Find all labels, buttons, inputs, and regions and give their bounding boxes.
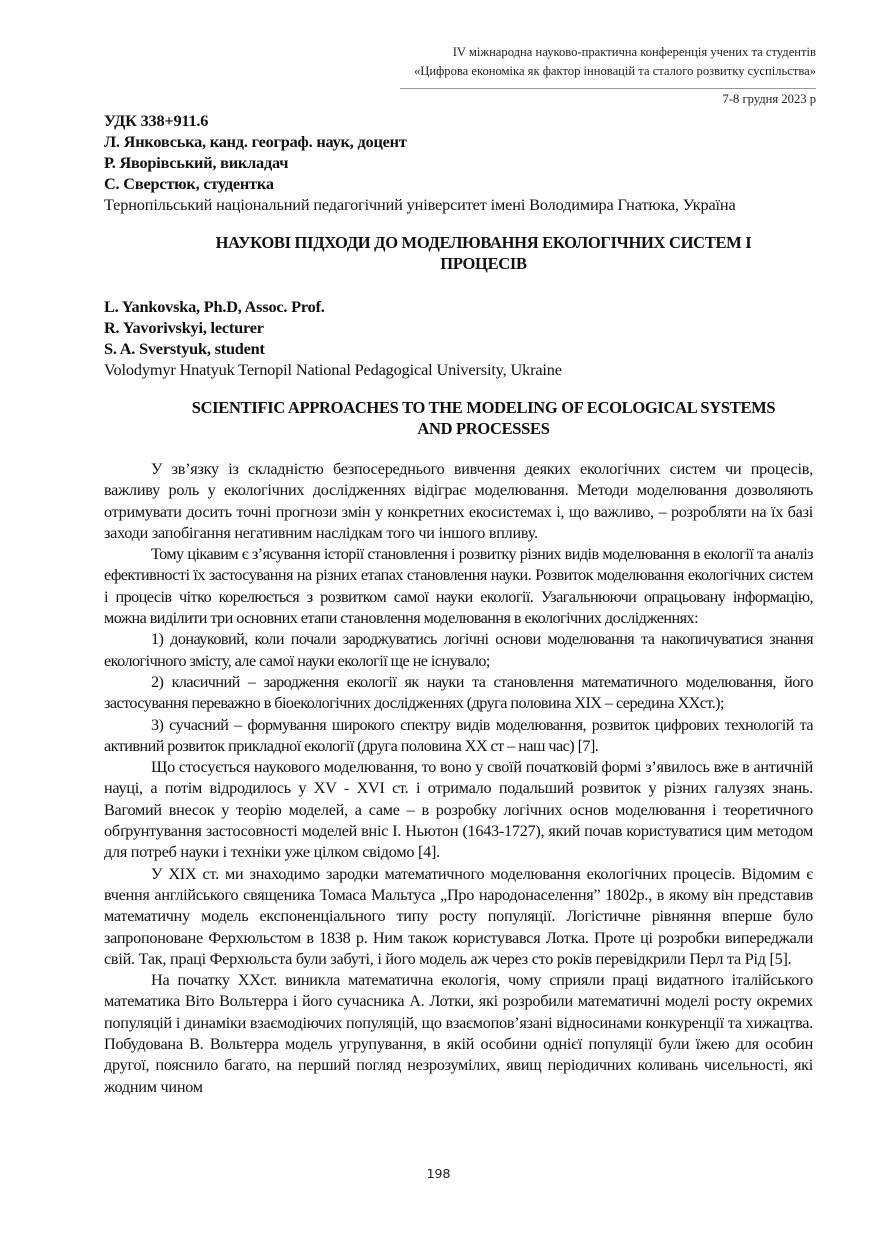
conference-date: 7-8 грудня 2023 р	[722, 92, 816, 106]
author-ua-3: С. Сверстюк, студентка	[104, 174, 274, 193]
paragraph-3: Що стосується наукового моделювання, то воно у своїй початковій формі з’явилось вже в античній науці, а потім відродилось у XV - XVI ст. і отримало подальший розвиток у різних галузях знань. Вагомий внесок у теорію моделей, а саме – в розробку логічних основ моделювання і теоретичного обґрунтування застосовності моделей вніс І. Ньютон (1643-1727), який почав користуватися цим методом для потреб науки і техніки уже цілком свідомо [4].	[104, 758, 813, 862]
title-ua-line2: ПРОЦЕСІВ	[440, 254, 527, 273]
author-en-2: R. Yavorivskyi, lecturer	[104, 318, 264, 337]
page-number: 198	[426, 1166, 451, 1181]
list-item-1: 1) донауковий, коли почали зароджуватись логічні основи моделювання та накопичуватися знання екологічного змісту, але самої науки екології ще не існувало;	[104, 630, 813, 670]
title-en-line2: AND PROCESSES	[417, 419, 550, 438]
paragraph-4: У XIX ст. ми знаходимо зародки математичного моделювання екологічних процесів. Відомим є вчення англійського священика Томаса Мальтуса „Про народонаселення” 1802р., в якому він представив математичну модель експоненціального типу росту популяції. Логістичне рівняння вперше було запропоноване Ферхюльстом в 1838 р. Ним також користувався Лотка. Проте ці розробки випереджали свій. Так, праці Ферхюльста були забуті, і його модель аж через сто років перевідкрили Перл та Рід [5].	[104, 864, 813, 968]
title-en-line1: SCIENTIFIC APPROACHES TO THE MODELING OF ECOLOGICAL SYSTEMS	[191, 398, 776, 417]
author-en-3: S. A. Sverstyuk, student	[104, 339, 265, 358]
affiliation-ua: Тернопільський національний педагогічний університет імені Володимира Гнатюка, Україна	[104, 195, 736, 214]
paragraph-1: У зв’язку із складністю безпосереднього вивчення деяких екологічних систем чи процесів, важливу роль у екологічних дослідженнях відіграє моделювання. Методи моделювання дозволяють отримувати досить точні прогнози змін у конкретних екосистемах і, що важливо, – розробляти на їх базі заходи запобігання негативним наслідкам того чи іншого впливу.	[104, 460, 813, 542]
title-ua	[104, 232, 813, 274]
paragraph-5: На початку XXст. виникла математична екологія, чому сприяли праці видатного італійського математика Віто Вольтерра і його сучасника А. Лотки, які розробили математичні моделі росту окремих популяцій і динаміки взаємодіючих популяцій, що взаємопов’язані відносинами конкуренції та хижацтва. Побудована В. Вольтерра модель угрупування, в якій особини однієї популяції були їжею для особин другої, пояснило багато, на перший погляд незрозумілих, явищ періодичних коливань чисельності, які жодним чином	[104, 971, 813, 1096]
title-en	[104, 397, 813, 439]
list-item-3: 3) сучасний – формування широкого спектру видів моделювання, розвиток цифрових технологій та активний розвиток прикладної екології (друга половина XX ст – наш час) [7].	[104, 715, 813, 755]
title-ua-line1: НАУКОВІ ПІДХОДИ ДО МОДЕЛЮВАННЯ ЕКОЛОГІЧНИХ СИСТЕМ І	[215, 233, 752, 252]
udc-code: УДК 338+911.6	[104, 111, 209, 130]
list-item-2: 2) класичний – зародження екології як науки та становлення математичного моделювання, його застосування переважно в біоекологічних дослідженнях (друга половина XIX – середина XXст.);	[104, 672, 813, 713]
author-ua-2: Р. Яворівський, викладач	[104, 153, 289, 172]
affiliation-en: Volodymyr Hnatyuk Ternopil National Pedagogical University, Ukraine	[104, 360, 562, 379]
author-en-1: L. Yankovska, Ph.D, Assoc. Prof.	[104, 297, 325, 316]
author-ua-1: Л. Янковська, канд. географ. наук, доцент	[104, 132, 407, 151]
header-divider	[400, 88, 816, 89]
article-body	[104, 110, 813, 1098]
running-header	[400, 43, 816, 81]
paragraph-2: Тому цікавим є з’ясування історії становлення і розвитку різних видів моделювання в екології та аналіз ефективності їх застосування на різних етапах становлення науки. Розвиток моделювання екологічних систем і процесів чітко корелюється з розвитком самої науки екології. Узагальнюючи опрацьовану інформацію, можна виділити три основних етапи становлення моделювання в екологічних дослідженнях:	[104, 545, 813, 628]
conference-title-line1: IV міжнародна науково-практична конференція учених та студентів	[452, 45, 816, 59]
conference-title-line2: «Цифрова економіка як фактор інновацій та сталого розвитку суспільства»	[413, 64, 816, 78]
